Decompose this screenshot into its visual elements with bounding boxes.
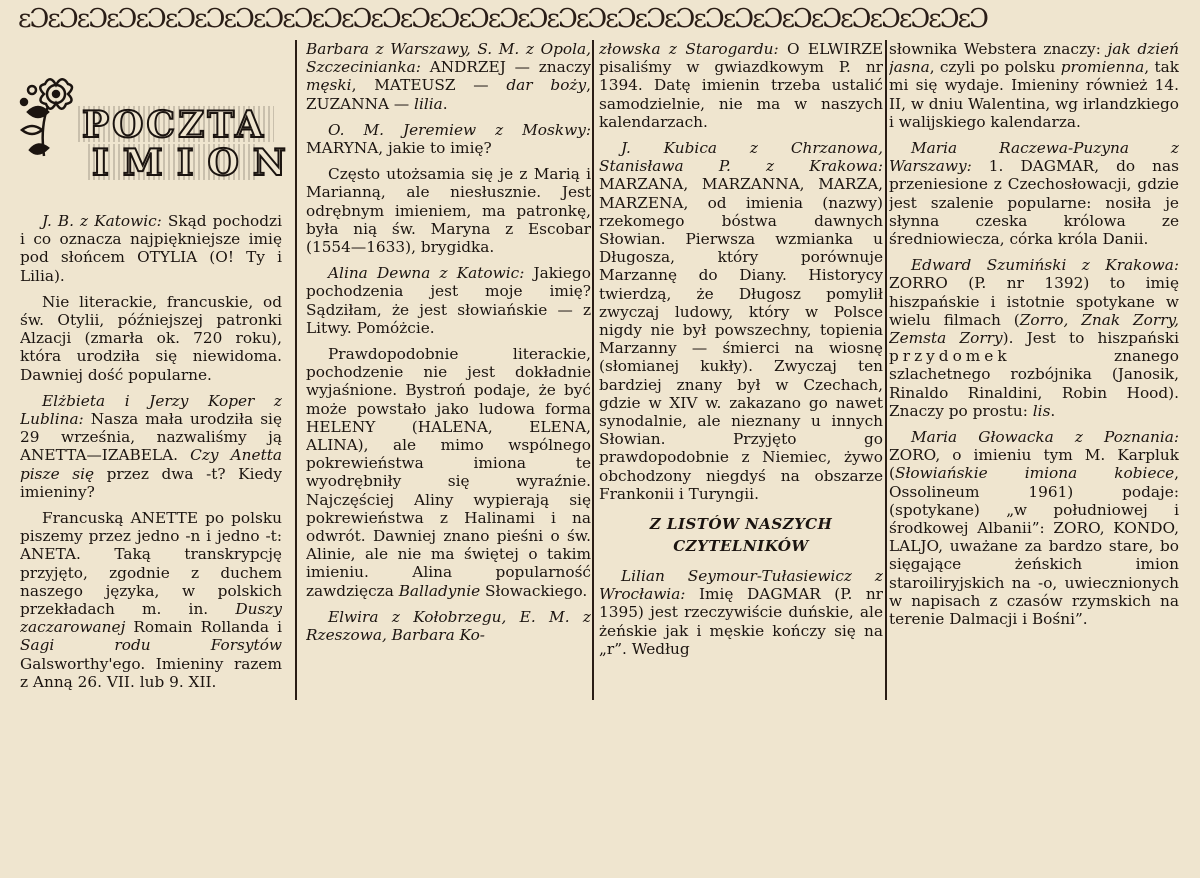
book-title: Duszy zaczarowanej (20, 600, 282, 637)
letter-text: , MATEUSZ — (351, 76, 507, 95)
letter-paragraph (306, 121, 591, 157)
meaning-text: lis (1032, 401, 1051, 420)
answer-text: Prawdopodobnie literackie, pochodzenie nie jest dokładnie wyjaśnione. Bystroń podaje, że być może powstało jako ludowa forma HELENY (HALENA, ELENA, ALINA), ale mimo wspólnego pokrewieństwa imiona te wyodrębniły się wyraźnie. Najczęściej Aliny wypierają się pokrewieństwa z Halinami i na odwrót. Dawniej znano pieśni o św. Alinie, ale nie ma świętej o takim imieniu. Alina popularność zawdzięcza (306, 345, 591, 600)
column-1 (20, 212, 282, 878)
answer-paragraph: Często utożsamia się je z Marią i Marianną, ale niesłusznie. Jest odrębnym imieniem, ma patronkę, była nią św. Maryna z Escobar (1554—1633), brygidka. (306, 165, 591, 257)
letter-paragraph (599, 567, 883, 658)
book-title: Słowiańskie imiona kobiece (894, 464, 1175, 483)
book-title: Balladynie (398, 581, 481, 600)
letter-text: , ZUZANNA — (306, 76, 591, 113)
letter-text: MARYNA, jakie to imię? (306, 139, 492, 158)
meaning-text: dar boży (506, 76, 587, 95)
correspondent-name: Edward Szumiński z Krakowa: (911, 256, 1179, 275)
letter-paragraph (599, 139, 883, 503)
letter-paragraph (20, 212, 282, 285)
answer-text: Francuską ANETTE po polsku piszemy przez jedno -n i jedno -t: ANETA. Taką transkrypcję przyjęto, zgodnie z duchem naszego języka, w polskich przekładach m. in. (20, 509, 282, 619)
column-rule (592, 40, 594, 700)
logo-word-imion: IMION (92, 142, 300, 184)
letter-text: , czyli po polsku (929, 58, 1061, 77)
letter-text: znanego szlachetnego rozbójnika (Janosik, Rinaldo Rinaldini, Robin Hood). Znaczy po prostu: (889, 347, 1179, 420)
letter-text: Nasza mała urodziła się 29 września, nazwaliśmy ją ANETTA—IZABELA. (20, 410, 282, 465)
letter-text: Jakiego pochodzenia jest moje imię? Sądziłam, że jest słowiańskie — z Litwy. Pomóżcie. (306, 264, 591, 337)
letter-paragraph (20, 392, 282, 501)
letter-text: Imię DAGMAR (P. nr 1395) jest rzeczywiście duńskie, ale żeńskie jak i męskie kończy się na „r”. Według (599, 585, 883, 658)
letter-paragraph (306, 40, 591, 113)
correspondent-name: Alina Dewna z Katowic: (328, 264, 525, 283)
correspondent-name: Elwira z Kołobrzegu, E. M. z Rzeszowa, Barbara Ko- (306, 607, 591, 645)
question-text: Czy Anetta pisze się (20, 446, 282, 483)
column-2 (306, 40, 591, 706)
section-subheading: Z LISTÓW NASZYCH CZYTELNIKÓW (649, 515, 833, 556)
spaced-word: przydomek (889, 347, 1011, 366)
answer-paragraph: Nie literackie, francuskie, od św. Otylii, późniejszej patronki Alzacji (zmarła ok. 720 roku), która urodziła się niewidoma. Dawniej dość popularne. (20, 292, 282, 384)
book-title: Sagi rodu Forsytów (20, 636, 282, 655)
answer-text: Romain Rollanda i (125, 618, 282, 637)
column-rule (295, 40, 297, 700)
correspondent-name: O. M. Jeremiew z Moskwy: (328, 120, 591, 139)
meaning-text: męski (306, 76, 352, 95)
correspondent-name: Maria Raczewa-Puzyna z Warszawy: (889, 139, 1179, 176)
letter-text: ZORRO (P. nr 1392) to imię hiszpańskie i istotnie spotykane w wielu filmach ( (889, 274, 1179, 329)
letter-paragraph (599, 40, 883, 131)
letter-paragraph (889, 139, 1179, 248)
meaning-text: promienna (1060, 58, 1145, 77)
letter-paragraph (889, 40, 1179, 131)
column-4 (889, 40, 1179, 706)
letter-paragraph (306, 264, 591, 337)
correspondent-name: J. B. z Katowic: (42, 212, 162, 230)
correspondent-name: złowska z Starogardu: (599, 40, 779, 58)
column-3 (599, 40, 883, 706)
letter-text: 1. DAGMAR, do nas przeniesione z Czechosłowacji, gdzie jest szalenie popularne: nosiła je słynna czeska królowa ze średniowiecza, córka króla Danii. (889, 157, 1179, 249)
letter-text: Skąd pochodzi i co oznacza najpiękniejsze imię pod słońcem OTYLIA (O! Ty i Lilia). (20, 212, 282, 285)
letter-paragraph (889, 428, 1179, 628)
letter-text: , Ossolineum 1961) podaje: (spotykane) „w południowej i środkowej Albanii”: ZORO, KONDO, LALJO, uważane za bardzo stare, bo sięgające żeńskich imion staroiliryjskich na -o, uwiecznionych w napisach z czasów rzymskich na terenie Dalmacji i Bośni”. (889, 464, 1179, 629)
film-titles: Zorro, Znak Zorry, Zemsta Zorry (889, 310, 1179, 348)
answer-text: MARZANA, MARZANNA, MARZA, MARZENA, od imienia (nazwy) rzekomego bóstwa dawnych Słowian. Pierwsza wzmianka u Długosza, który porównuje Marzannę do Diany. Historycy twierdzą, że Długosz pomylił zwyczaj ludowy, który w Polsce nigdy nie był powszechny, topienia Marzanny — śmierci na wiosnę (słomianej kukły). Zwyczaj ten bardziej znany był w Czechach, gdzie w XIV w. zakazano go nawet synodalnie, ale nieznany u innych Słowian. Przyjęto go prawdopodobnie z Niemiec, żywo obchodzony niegdyś na obszarze Frankonii i Turyngii. (599, 175, 883, 503)
answer-text: Słowackiego. (480, 581, 588, 600)
correspondent-name: J. Kubica z Chrzanowa, Stanisława P. z Krakowa: (599, 139, 883, 176)
column-rule (885, 40, 887, 700)
letter-paragraph (889, 256, 1179, 420)
letter-text: ZORO, o imieniu tym M. Karpluk ( (889, 446, 1179, 483)
letter-text: przez dwa -t? Kiedy imieniny? (20, 464, 282, 501)
letter-text: ANDRZEJ — znaczy (420, 58, 591, 77)
correspondent-name: Elżbieta i Jerzy Koper z Lublina: (20, 391, 282, 429)
correspondent-name: Lilian Seymour-Tułasiewicz z Wrocławia: (599, 567, 883, 604)
answer-text: Galsworthy'ego. Imieniny razem z Anną 26. VII. lub 9. XII. (20, 654, 282, 691)
meaning-text: lilia (414, 94, 443, 113)
letter-text: . (442, 94, 448, 113)
answer-paragraph (20, 509, 282, 691)
poczta-imion-logo (18, 72, 300, 192)
correspondent-name: Maria Głowacka z Poznania: (911, 428, 1179, 447)
letter-text: , tak mi się wydaje. Imieniny również 14. II, w dniu Walentina, wg irlandzkiego i walijskiego kalendarza. (889, 58, 1179, 131)
ornamental-border: ɛƆɛƆɛƆɛƆɛƆɛƆɛƆɛƆɛƆɛƆɛƆɛƆɛƆɛƆɛƆɛƆɛƆɛƆɛƆɛƆɛƆɛƆɛƆɛƆɛƆɛƆɛƆɛƆɛƆɛƆɛƆɛƆɛƆ (18, 4, 987, 34)
letter-paragraph (306, 608, 591, 644)
letter-text: słownika Webstera znaczy: (889, 40, 1108, 58)
letter-text: . (1050, 401, 1056, 420)
letter-text: ). Jest to hiszpański (1002, 329, 1179, 348)
meaning-text: jak dzień jasna (889, 40, 1179, 77)
correspondent-name: Barbara z Warszawy, S. M. z Opola, Szczecinianka: (306, 40, 591, 77)
logo-word-poczta: POCZTA (82, 104, 267, 146)
answer-paragraph (306, 345, 591, 600)
answer-text: O ELWIRZE pisaliśmy w gwiazdkowym P. nr 1394. Datę imienin trzeba ustalić samodzielnie, nie ma w naszych kalendarzach. (599, 40, 883, 131)
